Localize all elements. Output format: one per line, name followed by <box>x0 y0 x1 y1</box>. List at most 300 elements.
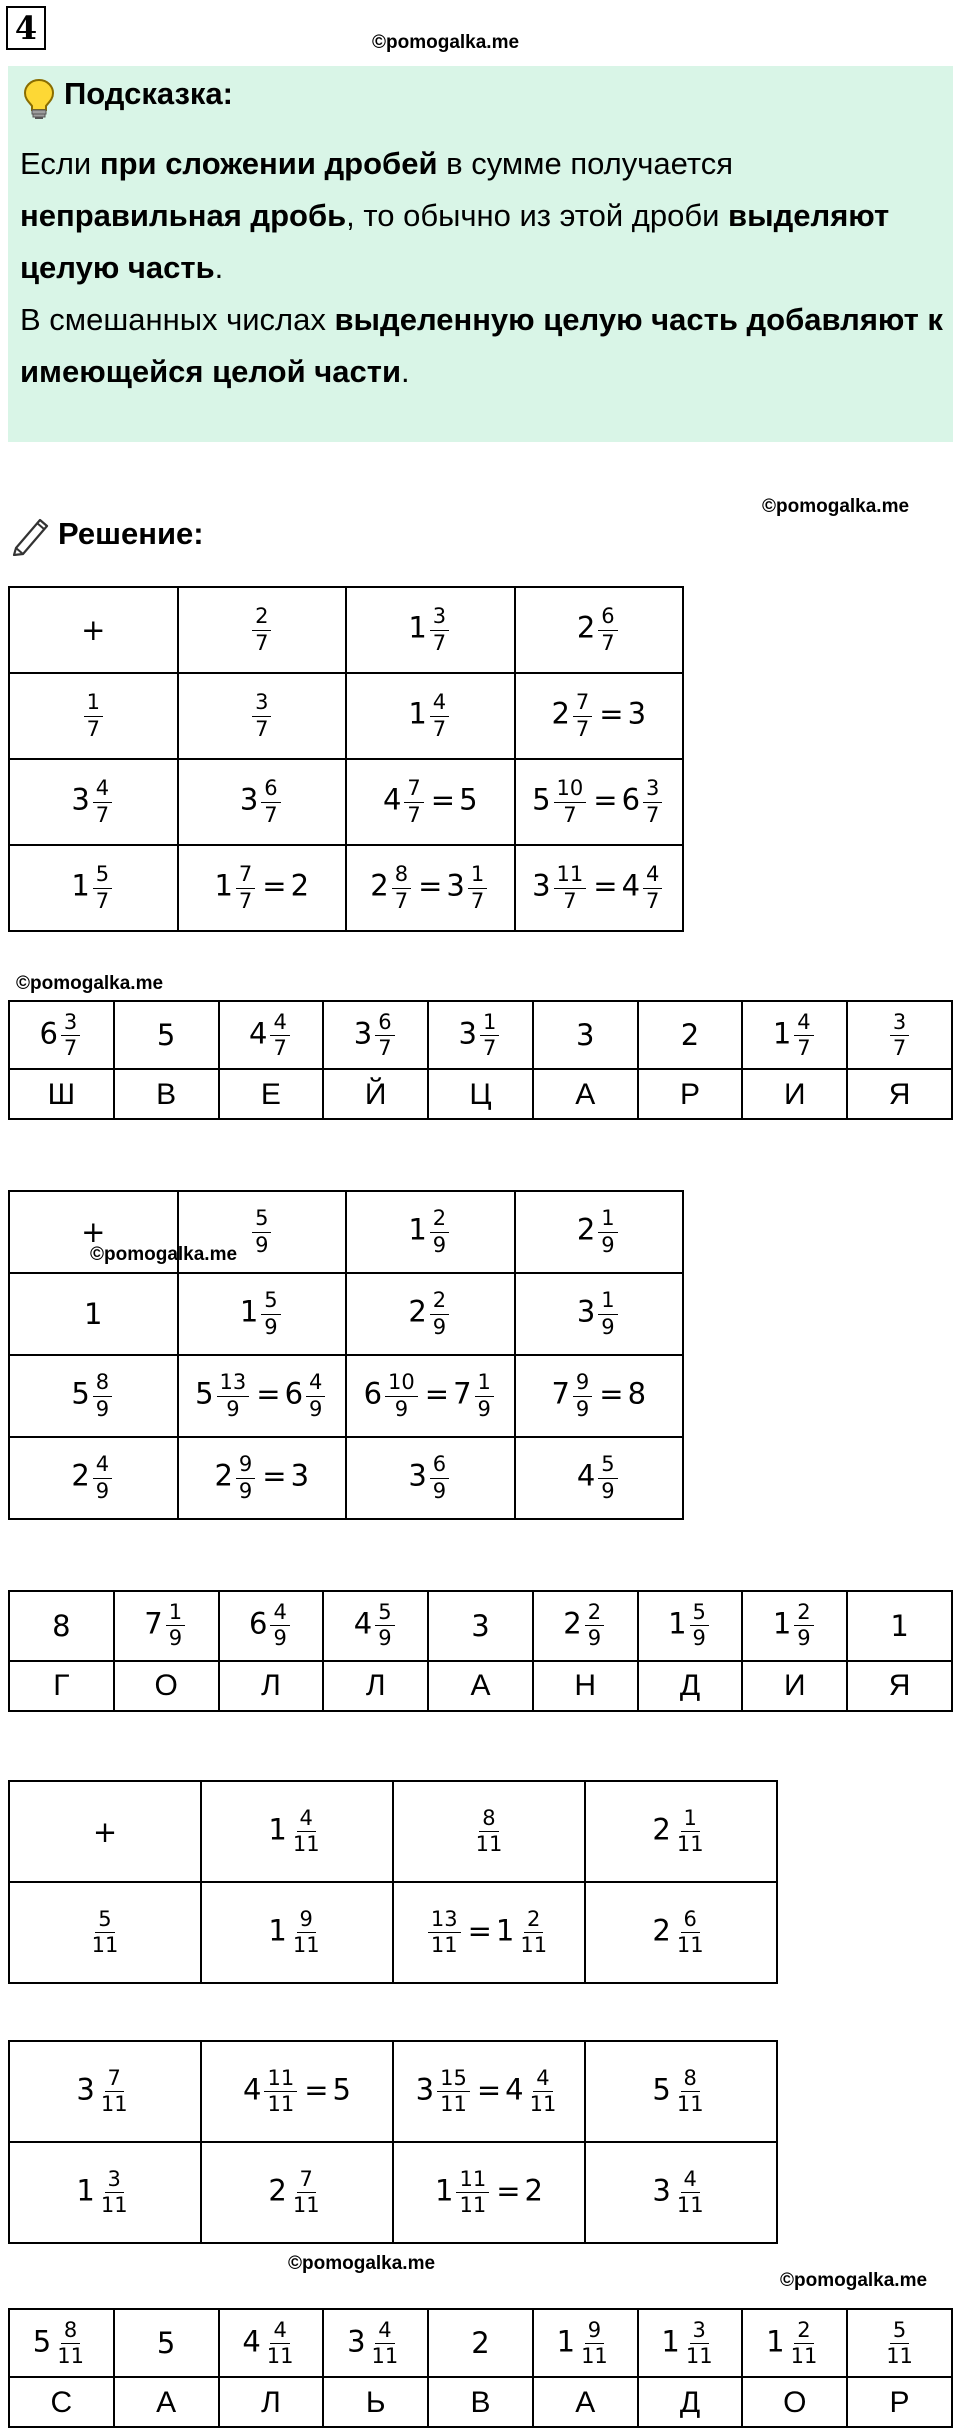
fraction <box>385 1371 418 1420</box>
whole-number: 5 <box>156 1018 176 1053</box>
cell-text: Я <box>888 1077 911 1111</box>
denominator: 11 <box>91 1933 119 1957</box>
denominator: 11 <box>292 1933 320 1957</box>
addition-table-ninths <box>8 1190 684 1520</box>
whole-number: 3 <box>458 1016 477 1051</box>
denominator: 7 <box>432 630 447 655</box>
table-cell <box>428 1591 533 1661</box>
numerator: 5 <box>252 1207 271 1232</box>
fraction <box>252 691 271 740</box>
hint-text-run: . <box>214 250 224 285</box>
whole-number: 1 <box>84 1297 103 1331</box>
fraction <box>89 1908 122 1957</box>
fraction <box>674 2067 707 2116</box>
fraction <box>643 863 662 912</box>
whole-number: 7 <box>551 1377 570 1411</box>
table-cell <box>9 2041 201 2142</box>
denominator: 11 <box>685 2343 713 2368</box>
hint-text-run: , то обычно из этой дроби <box>346 198 729 233</box>
denominator: 11 <box>529 2092 557 2116</box>
denominator: 11 <box>440 2092 467 2116</box>
fraction <box>430 1207 449 1256</box>
fraction <box>788 2319 821 2368</box>
equals-sign: = <box>424 1377 450 1411</box>
whole-number: 4 <box>242 2324 261 2359</box>
table-row <box>9 1591 952 1661</box>
denominator: 11 <box>676 2092 704 2116</box>
addition-table-elevenths-part2 <box>8 2040 778 2244</box>
whole-number: 1 <box>661 2324 680 2359</box>
numerator: 5 <box>261 1289 280 1314</box>
numerator: 4 <box>93 1453 112 1478</box>
numerator: 8 <box>479 1807 498 1832</box>
denominator: 9 <box>797 1626 811 1651</box>
hint-text <box>20 138 945 398</box>
whole-number: 3 <box>575 1018 595 1053</box>
fraction <box>430 1289 449 1338</box>
whole-number: 6 <box>284 1377 304 1411</box>
fraction <box>890 1011 909 1060</box>
fraction <box>794 1011 813 1060</box>
hint-text-bold: выделенную целую часть добавляют к имеющейся целой части <box>20 302 943 389</box>
table-cell <box>638 2309 743 2377</box>
whole-number: 2 <box>524 2173 543 2208</box>
table-cell <box>178 845 347 931</box>
fraction <box>585 1601 604 1650</box>
denominator: 11 <box>676 1933 704 1957</box>
numerator: 5 <box>890 2319 909 2344</box>
numerator: 3 <box>430 605 449 630</box>
fraction <box>61 1011 80 1060</box>
table-cell <box>178 587 347 673</box>
table-cell <box>533 1591 638 1661</box>
fraction <box>290 1807 323 1856</box>
denominator: 9 <box>226 1396 240 1421</box>
denominator: 11 <box>267 2092 295 2116</box>
fraction <box>517 1908 550 1957</box>
table-cell <box>201 2041 393 2142</box>
fraction <box>554 777 587 826</box>
denominator: 7 <box>797 1035 811 1060</box>
numerator: 4 <box>430 691 449 716</box>
fraction <box>690 1601 709 1650</box>
fraction <box>93 1371 112 1420</box>
table-cell <box>9 1882 201 1983</box>
denominator: 11 <box>292 1832 320 1856</box>
numerator: 2 <box>794 2319 813 2344</box>
table-cell <box>742 1069 847 1119</box>
table-cell <box>533 1661 638 1711</box>
whole-number: 4 <box>505 2072 524 2107</box>
whole-number: 5 <box>71 1377 90 1411</box>
hint-box <box>8 66 953 442</box>
whole-number: 3 <box>446 869 465 903</box>
denominator: 9 <box>378 1626 392 1651</box>
equals-sign: = <box>262 1459 287 1493</box>
fraction <box>98 2067 131 2116</box>
whole-number: 1 <box>408 697 427 731</box>
denominator: 7 <box>432 716 447 741</box>
cell-text: Л <box>261 1669 281 1703</box>
numerator: 9 <box>236 1453 255 1478</box>
equals-sign: = <box>476 2072 502 2107</box>
whole-number: 1 <box>268 1812 287 1847</box>
fraction <box>84 691 103 740</box>
table-cell <box>847 1001 952 1069</box>
table-cell <box>9 1661 114 1711</box>
denominator: 9 <box>95 1478 110 1503</box>
cell-text: Д <box>679 1669 701 1703</box>
hint-text-bold: выделяют целую часть <box>20 198 890 285</box>
numerator: 1 <box>468 863 487 888</box>
whole-number: 7 <box>144 1606 163 1641</box>
cell-text: О <box>154 1669 178 1703</box>
fraction <box>674 1908 707 1957</box>
fraction <box>404 777 423 826</box>
table-cell <box>515 1437 684 1519</box>
watermark: ©pomogalka.me <box>372 32 520 53</box>
denominator: 11 <box>459 2193 487 2217</box>
table-cell <box>219 1069 324 1119</box>
table-cell <box>178 1273 347 1355</box>
numerator: 5 <box>375 1601 394 1626</box>
fraction <box>236 1453 255 1502</box>
table-cell <box>393 1882 585 1983</box>
table-cell <box>323 2309 428 2377</box>
table-cell <box>9 1437 178 1519</box>
cell-text: В <box>470 2385 491 2419</box>
denominator: 7 <box>95 802 110 827</box>
denominator: 7 <box>86 716 100 741</box>
denominator: 11 <box>430 1933 458 1957</box>
whole-number: 1 <box>408 1213 427 1247</box>
table-cell <box>114 2377 219 2427</box>
numerator: 2 <box>430 1289 449 1314</box>
equals-sign: = <box>467 1913 492 1948</box>
cell-text: И <box>783 1077 806 1111</box>
whole-number: 5 <box>156 2326 176 2361</box>
fraction <box>643 777 662 826</box>
addition-table-sevenths <box>8 586 684 932</box>
denominator: 11 <box>581 2343 608 2368</box>
denominator: 7 <box>482 1035 497 1060</box>
table-row <box>9 759 683 845</box>
whole-number: 3 <box>76 2072 95 2107</box>
numerator: 4 <box>93 777 112 802</box>
denominator: 7 <box>563 802 577 827</box>
denominator: 9 <box>587 1626 602 1651</box>
table-cell <box>742 2309 847 2377</box>
fraction <box>598 1289 617 1338</box>
cell-text: А <box>156 2385 177 2419</box>
table-cell <box>9 2309 114 2377</box>
table-cell <box>585 2041 777 2142</box>
fraction <box>578 2319 611 2368</box>
table-cell <box>742 1661 847 1711</box>
table-cell <box>428 1069 533 1119</box>
whole-number: 3 <box>239 783 259 817</box>
table-cell <box>428 1001 533 1069</box>
table-cell <box>219 1001 324 1069</box>
table-cell <box>638 1591 743 1661</box>
whole-number: 6 <box>621 783 641 817</box>
cell-text: Г <box>53 1669 70 1703</box>
whole-number: 2 <box>471 2326 490 2361</box>
numerator: 10 <box>554 777 587 802</box>
denominator: 11 <box>100 2193 128 2217</box>
numerator: 7 <box>573 691 592 716</box>
fraction <box>306 1371 325 1420</box>
fraction <box>166 1601 185 1650</box>
denominator: 9 <box>309 1396 323 1421</box>
fraction <box>598 1207 617 1256</box>
fraction <box>674 1807 707 1856</box>
table-cell <box>114 1069 219 1119</box>
cell-text: Ц <box>469 1077 492 1111</box>
denominator: 11 <box>371 2343 399 2368</box>
denominator: 9 <box>601 1478 615 1503</box>
table-cell <box>9 1273 178 1355</box>
fraction <box>598 1453 617 1502</box>
denominator: 11 <box>475 1832 503 1856</box>
fraction <box>554 863 587 912</box>
table-row <box>9 587 683 673</box>
cell-text: Л <box>365 1669 386 1703</box>
table-cell <box>323 1591 428 1661</box>
whole-number: 3 <box>347 2324 366 2359</box>
denominator: 7 <box>238 888 253 913</box>
numerator: 3 <box>252 691 271 716</box>
fraction <box>468 863 487 912</box>
table-cell <box>515 673 684 759</box>
numerator: 8 <box>681 2067 700 2092</box>
table-cell <box>9 759 178 845</box>
denominator: 9 <box>432 1314 447 1339</box>
numerator: 4 <box>794 1011 813 1036</box>
whole-number: 5 <box>195 1377 214 1411</box>
denominator: 9 <box>692 1626 706 1651</box>
cell-text: Й <box>364 1077 387 1111</box>
denominator: 7 <box>470 888 485 913</box>
answer-table-gollandiya <box>8 1590 953 1712</box>
whole-number: 2 <box>408 1295 427 1329</box>
whole-number: 2 <box>576 611 596 645</box>
numerator: 5 <box>690 1601 709 1626</box>
table-cell <box>533 2377 638 2427</box>
whole-number: 1 <box>239 1295 259 1329</box>
cell-text: + <box>81 1215 106 1249</box>
table-cell <box>638 1661 743 1711</box>
hint-text-bold: неправильная дробь <box>20 198 347 233</box>
fraction <box>93 863 112 912</box>
whole-number: 5 <box>32 2324 52 2359</box>
watermark: ©pomogalka.me <box>16 973 164 994</box>
denominator: 9 <box>601 1314 615 1339</box>
equals-sign: = <box>496 2173 521 2208</box>
whole-number: 8 <box>627 1377 647 1411</box>
numerator: 1 <box>681 1807 700 1832</box>
watermark: ©pomogalka.me <box>780 2270 928 2291</box>
table-cell <box>428 2377 533 2427</box>
cell-text: И <box>783 1669 806 1703</box>
whole-number: 2 <box>576 1213 596 1247</box>
whole-number: 4 <box>353 1606 373 1641</box>
fraction <box>54 2319 87 2368</box>
whole-number: 5 <box>532 783 551 817</box>
denominator: 11 <box>57 2343 84 2368</box>
fraction <box>252 1207 271 1256</box>
whole-number: 2 <box>551 697 570 731</box>
table-cell <box>847 2377 952 2427</box>
whole-number: 6 <box>249 1606 268 1641</box>
whole-number: 3 <box>408 1459 427 1493</box>
addition-table-elevenths-part1 <box>8 1780 778 1984</box>
fraction <box>473 1807 506 1856</box>
table-row <box>9 1273 683 1355</box>
fraction <box>430 1453 449 1502</box>
numerator: 2 <box>794 1601 813 1626</box>
whole-number: 1 <box>76 2173 95 2208</box>
fraction <box>430 691 449 740</box>
table-cell <box>9 2142 201 2243</box>
cell-text: + <box>92 1814 118 1849</box>
table-cell <box>393 1781 585 1882</box>
numerator: 2 <box>430 1207 449 1232</box>
fraction <box>375 1011 394 1060</box>
whole-number: 1 <box>556 2324 576 2359</box>
cell-text: Л <box>261 2385 281 2419</box>
table-cell <box>114 1591 219 1661</box>
numerator: 15 <box>437 2067 470 2092</box>
whole-number: 1 <box>495 1913 515 1948</box>
whole-number: 6 <box>39 1016 58 1051</box>
table-cell <box>178 673 347 759</box>
denominator: 7 <box>264 802 278 827</box>
fraction <box>261 1289 280 1338</box>
table-row <box>9 1001 952 1069</box>
table-cell <box>742 2377 847 2427</box>
denominator: 11 <box>292 2193 320 2217</box>
fraction <box>290 2168 323 2217</box>
denominator: 11 <box>676 1832 704 1856</box>
denominator: 9 <box>432 1232 447 1257</box>
equals-sign: = <box>599 697 624 731</box>
whole-number: 2 <box>563 1606 582 1641</box>
whole-number: 4 <box>621 869 641 903</box>
whole-number: 2 <box>290 869 310 903</box>
denominator: 7 <box>63 1035 78 1060</box>
numerator: 5 <box>598 1453 617 1478</box>
denominator: 9 <box>432 1478 447 1503</box>
denominator: 9 <box>394 1396 409 1421</box>
watermark: ©pomogalka.me <box>762 496 910 517</box>
table-cell <box>742 1001 847 1069</box>
numerator: 1 <box>598 1207 617 1232</box>
numerator: 4 <box>533 2067 552 2092</box>
whole-number: 4 <box>382 783 402 817</box>
table-cell <box>219 1661 324 1711</box>
numerator: 6 <box>681 1908 700 1933</box>
whole-number: 6 <box>363 1377 383 1411</box>
whole-number: 3 <box>532 869 551 903</box>
whole-number: 1 <box>214 869 233 903</box>
numerator: 4 <box>270 1601 289 1626</box>
denominator: 11 <box>520 1933 548 1957</box>
denominator: 7 <box>646 802 660 827</box>
table-row <box>9 1437 683 1519</box>
numerator: 8 <box>93 1371 112 1396</box>
whole-number: 2 <box>652 1913 671 1948</box>
table-cell <box>219 1591 324 1661</box>
denominator: 7 <box>646 888 660 913</box>
fraction <box>217 1371 250 1420</box>
table-cell <box>201 1781 393 1882</box>
table-cell <box>178 1355 347 1437</box>
numerator: 9 <box>297 1908 316 1933</box>
hint-text-bold: при сложении дробей <box>99 146 438 181</box>
table-cell <box>393 2041 585 2142</box>
fraction <box>480 1011 499 1060</box>
numerator: 3 <box>105 2168 124 2193</box>
equals-sign: = <box>256 1377 281 1411</box>
cell-text: + <box>81 613 106 647</box>
denominator: 7 <box>273 1035 287 1060</box>
table-row <box>9 673 683 759</box>
cell-text: Е <box>260 1077 281 1111</box>
table-cell <box>428 2309 533 2377</box>
whole-number: 4 <box>576 1459 596 1493</box>
table-cell <box>515 1355 684 1437</box>
fraction <box>375 1601 394 1650</box>
equals-sign: = <box>430 783 456 817</box>
numerator: 6 <box>598 605 617 630</box>
numerator: 11 <box>264 2067 297 2092</box>
table-cell <box>585 1781 777 1882</box>
cell-text: Д <box>679 2385 701 2419</box>
table-cell <box>201 1882 393 1983</box>
table-cell <box>847 1591 952 1661</box>
whole-number: 1 <box>268 1913 287 1948</box>
denominator: 7 <box>563 888 577 913</box>
fraction <box>573 1371 592 1420</box>
denominator: 7 <box>255 716 269 741</box>
denominator: 7 <box>892 1035 907 1060</box>
fraction <box>883 2319 916 2368</box>
table-cell <box>323 1001 428 1069</box>
denominator: 7 <box>394 888 409 913</box>
table-cell <box>393 2142 585 2243</box>
numerator: 9 <box>573 1371 592 1396</box>
table-cell <box>9 2377 114 2427</box>
table-cell <box>9 587 178 673</box>
table-row <box>9 1355 683 1437</box>
whole-number: 2 <box>652 1812 671 1847</box>
numerator: 5 <box>95 1908 114 1933</box>
fraction <box>683 2319 716 2368</box>
whole-number: 2 <box>214 1459 233 1493</box>
fraction <box>794 1601 813 1650</box>
table-cell <box>346 1355 515 1437</box>
denominator: 7 <box>95 888 110 913</box>
fraction <box>236 863 255 912</box>
whole-number: 3 <box>652 2173 671 2208</box>
table-cell <box>9 1355 178 1437</box>
table-cell <box>515 1273 684 1355</box>
denominator: 9 <box>273 1626 287 1651</box>
whole-number: 1 <box>668 1606 687 1641</box>
table-cell <box>9 1069 114 1119</box>
table-row <box>9 2142 777 2243</box>
